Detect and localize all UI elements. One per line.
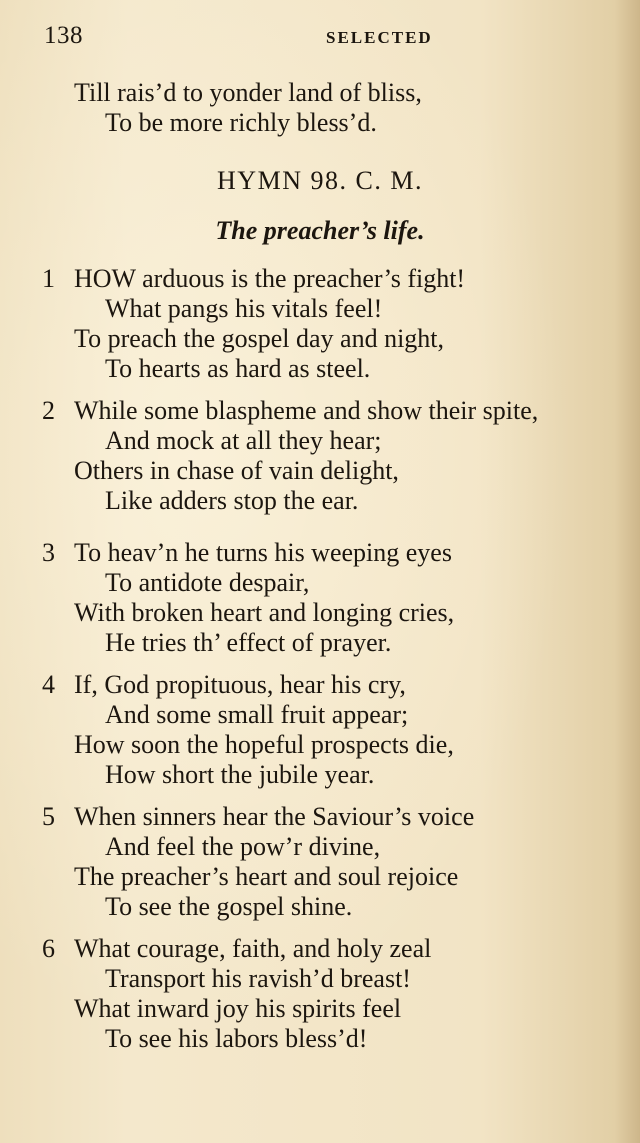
verse-line: And mock at all they hear; xyxy=(105,426,382,455)
verse-line: Transport his ravish’d breast! xyxy=(105,964,411,993)
stanza-number: 3 xyxy=(42,538,55,567)
preceding-line: Till rais’d to yonder land of bliss, xyxy=(74,78,422,107)
verse-line: What courage, faith, and holy zeal xyxy=(74,934,432,963)
verse-line: The preacher’s heart and soul rejoice xyxy=(74,862,459,891)
verse-line: To see the gospel shine. xyxy=(105,892,353,921)
verse-line: If, God propituous, hear his cry, xyxy=(74,670,406,699)
hymn-title: HYMN 98. C. M. xyxy=(217,166,423,195)
verse-line: To see his labors bless’d! xyxy=(105,1024,368,1053)
stanza-number: 4 xyxy=(42,670,55,699)
verse-line: To preach the gospel day and night, xyxy=(74,324,445,353)
verse-line: To hearts as hard as steel. xyxy=(105,354,371,383)
verse-line: What inward joy his spirits feel xyxy=(74,994,402,1023)
verse-line: How short the jubile year. xyxy=(105,760,375,789)
verse-line: And some small fruit appear; xyxy=(105,700,409,729)
verse-line: How soon the hopeful prospects die, xyxy=(74,730,454,759)
running-head: SELECTED xyxy=(326,28,433,47)
verse-line: To heav’n he turns his weeping eyes xyxy=(74,538,452,567)
verse-line: What pangs his vitals feel! xyxy=(105,294,383,323)
verse-line: When sinners hear the Saviour’s voice xyxy=(74,802,475,831)
verse-line: Others in chase of vain delight, xyxy=(74,456,399,485)
verse-line: To antidote despair, xyxy=(105,568,310,597)
stanza-number: 2 xyxy=(42,396,55,425)
page-number: 138 xyxy=(44,22,83,49)
page-header xyxy=(44,22,580,50)
stanza-number: 1 xyxy=(42,264,55,293)
stanza-number: 6 xyxy=(42,934,55,963)
verse-line: With broken heart and longing cries, xyxy=(74,598,455,627)
hymn-subtitle: The preacher’s life. xyxy=(215,216,425,245)
verse-line: HOW arduous is the preacher’s fight! xyxy=(74,264,466,293)
verse-line: And feel the pow’r divine, xyxy=(105,832,381,861)
stanza-number: 5 xyxy=(42,802,55,831)
verse-line: Like adders stop the ear. xyxy=(105,486,359,515)
verse-line: He tries th’ effect of prayer. xyxy=(105,628,392,657)
verse-line: While some blaspheme and show their spite, xyxy=(74,396,539,425)
preceding-line: To be more richly bless’d. xyxy=(105,108,377,137)
